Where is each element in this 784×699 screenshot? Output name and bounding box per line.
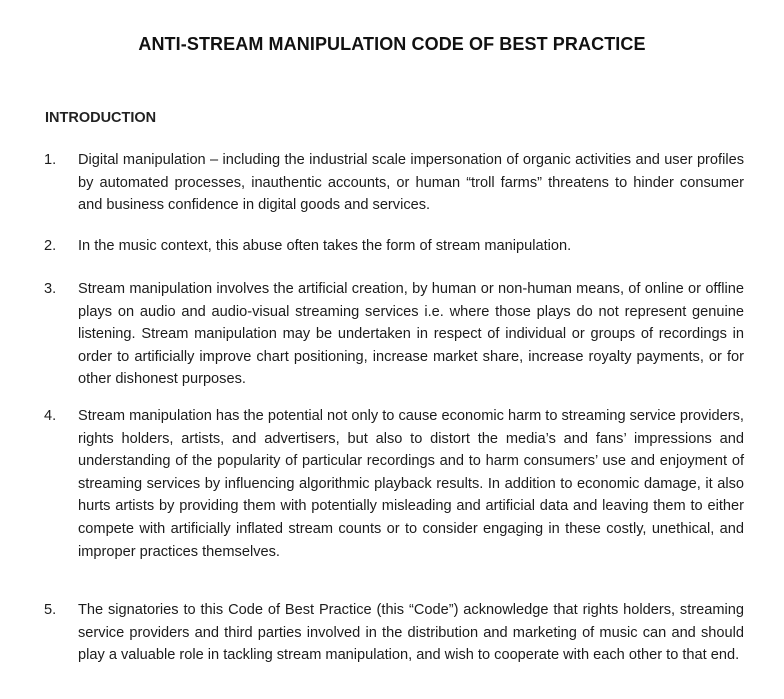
list-item	[44, 599, 744, 667]
list-item	[44, 405, 744, 563]
item-text: Stream manipulation involves the artificial creation, by human or non-human means, of online or offline plays on audio and audio-visual streaming services i.e. where those plays do not represent genuine listening. Stream manipulation may be undertaken in respect of individual or groups of recordings in order to artificially improve chart positioning, increase market share, increase royalty payments, or for other dishonest purposes.	[78, 281, 744, 388]
item-text: Stream manipulation has the potential not only to cause economic harm to streaming service providers, rights holders, artists, and advertisers, but also to distort the media’s and fans’ impressions and understanding of the popularity of particular recordings and to harm consumers’ use and enjoyment of streaming services by influencing algorithmic playback results. In addition to economic damage, it also hurts artists by providing them with potentially misleading and artificial data and leaving them to either compete with artificially inflated stream counts or to consider engaging in these costly, unethical, and improper practices themselves.	[78, 408, 744, 560]
item-number: 3.	[44, 281, 57, 297]
item-text: The signatories to this Code of Best Practice (this “Code”) acknowledge that rights holders, streaming service providers and third parties involved in the distribution and marketing of music can and should play a valuable role in tackling stream manipulation, and wish to cooperate with each other to that end.	[78, 602, 744, 664]
list-item	[44, 278, 744, 391]
item-text: Digital manipulation – including the industrial scale impersonation of organic activities and user profiles by automated processes, inauthentic accounts, or human “troll farms” threatens to hinder consumer and business confidence in digital goods and services.	[78, 152, 744, 214]
item-number: 5.	[44, 602, 57, 618]
list-item	[44, 149, 744, 217]
item-number: 4.	[44, 408, 57, 424]
item-number: 1.	[44, 152, 57, 168]
list-item	[44, 235, 744, 258]
item-text: In the music context, this abuse often takes the form of stream manipulation.	[78, 238, 572, 254]
document-title: ANTI-STREAM MANIPULATION CODE OF BEST PRACTICE	[138, 34, 646, 54]
item-number: 2.	[44, 238, 57, 254]
section-heading: INTRODUCTION	[45, 110, 157, 126]
